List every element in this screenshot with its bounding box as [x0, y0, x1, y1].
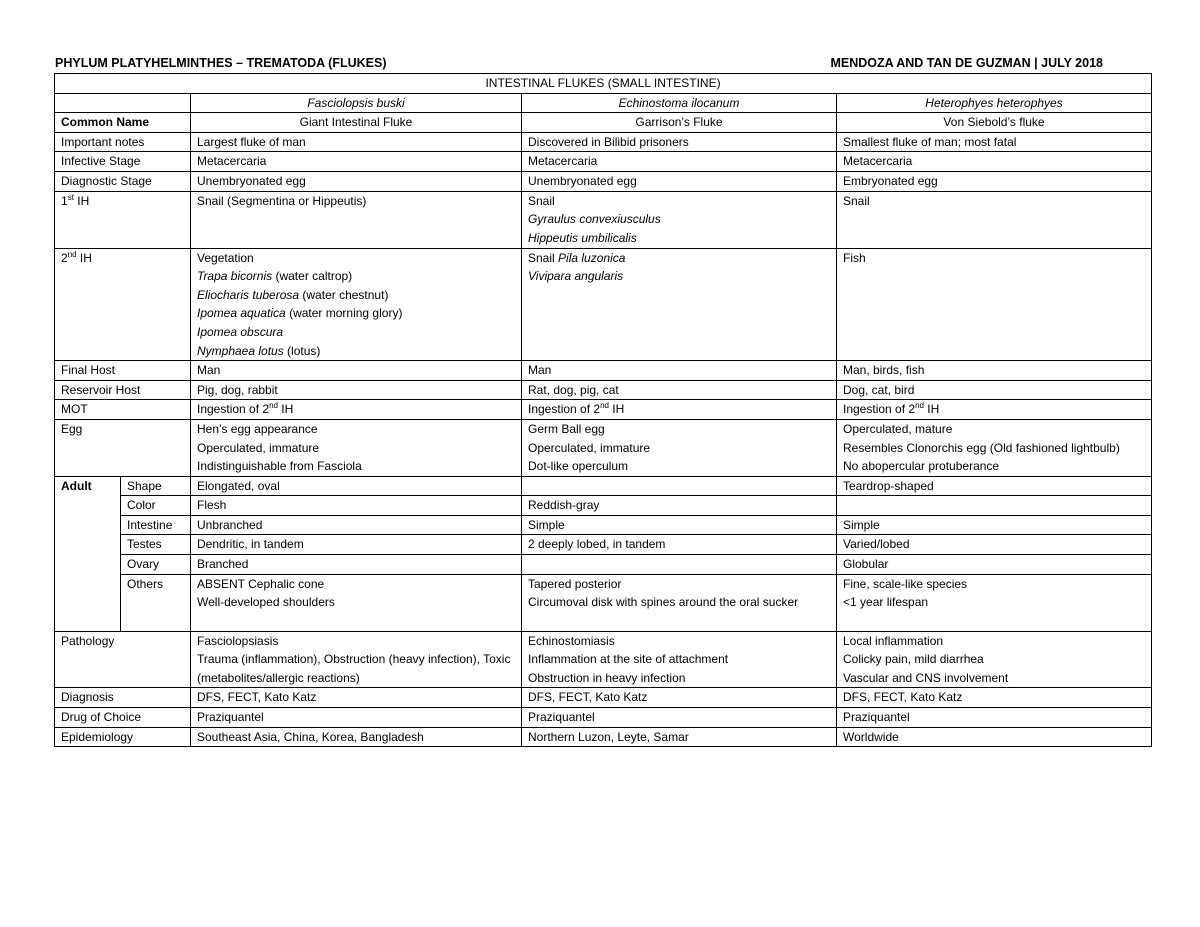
- adult-intestine-row: [55, 515, 1152, 535]
- table-cell: Snail Pila luzonica Vivipara angularis: [522, 248, 837, 361]
- table-cell: Dog, cat, bird: [837, 380, 1152, 400]
- table-cell: Metacercaria: [191, 152, 522, 172]
- table-cell: Praziquantel: [522, 708, 837, 728]
- table-cell: DFS, FECT, Kato Katz: [522, 688, 837, 708]
- table-cell: Praziquantel: [837, 708, 1152, 728]
- table-cell: Dendritic, in tandem: [191, 535, 522, 555]
- table-cell: Globular: [837, 555, 1152, 575]
- table-cell: Snail (Segmentina or Hippeutis): [191, 191, 522, 248]
- row-label: 2nd IH: [55, 248, 191, 361]
- table-cell: Largest fluke of man: [191, 132, 522, 152]
- table-cell: Rat, dog, pig, cat: [522, 380, 837, 400]
- table-cell: Vegetation Trapa bicornis (water caltrop) Eliocharis tuberosa (water chestnut) Ipomea aquatica (water morning glory) Ipomea obscura Nymphaea lotus (lotus): [191, 248, 522, 361]
- table-cell: Metacercaria: [522, 152, 837, 172]
- table-cell: Snail Gyraulus convexiusculus Hippeutis umbilicalis: [522, 191, 837, 248]
- sub-row-label: Shape: [121, 476, 191, 496]
- table-cell: Hen’s egg appearance Operculated, immature Indistinguishable from Fasciola: [191, 419, 522, 476]
- adult-ovary-row: [55, 555, 1152, 575]
- table-cell: Flesh: [191, 496, 522, 516]
- diagnosis-row: [55, 688, 1152, 708]
- sub-row-label: Testes: [121, 535, 191, 555]
- row-label: Drug of Choice: [55, 708, 191, 728]
- table-cell: Fish: [837, 248, 1152, 361]
- table-cell: Elongated, oval: [191, 476, 522, 496]
- important-notes-row: [55, 132, 1152, 152]
- first-ih-row: [55, 191, 1152, 248]
- table-cell: Ingestion of 2nd IH: [191, 400, 522, 420]
- table-cell: Varied/lobed: [837, 535, 1152, 555]
- common-name-row: [55, 113, 1152, 133]
- document-authors-date: MENDOZA AND TAN DE GUZMAN | JULY 2018: [830, 56, 1103, 70]
- table-cell: DFS, FECT, Kato Katz: [837, 688, 1152, 708]
- table-cell: Smallest fluke of man; most fatal: [837, 132, 1152, 152]
- row-label: Important notes: [55, 132, 191, 152]
- adult-others-row: [55, 574, 1152, 631]
- species-echinostoma: Echinostoma ilocanum: [522, 93, 837, 113]
- table-cell: Fine, scale-like species <1 year lifespan: [837, 574, 1152, 631]
- table-cell: Man: [191, 361, 522, 381]
- table-cell: Germ Ball egg Operculated, immature Dot-like operculum: [522, 419, 837, 476]
- adult-shape-row: [55, 476, 1152, 496]
- table-cell: DFS, FECT, Kato Katz: [191, 688, 522, 708]
- pathology-row: [55, 631, 1152, 688]
- adult-color-row: [55, 496, 1152, 516]
- sub-row-label: Intestine: [121, 515, 191, 535]
- row-label: Diagnosis: [55, 688, 191, 708]
- intestinal-flukes-table: [54, 73, 1152, 747]
- table-cell: Discovered in Bilibid prisoners: [522, 132, 837, 152]
- table-cell: Reddish-gray: [522, 496, 837, 516]
- table-cell: Pig, dog, rabbit: [191, 380, 522, 400]
- table-cell: Metacercaria: [837, 152, 1152, 172]
- table-cell: Teardrop-shaped: [837, 476, 1152, 496]
- adult-testes-row: [55, 535, 1152, 555]
- table-cell: Snail: [837, 191, 1152, 248]
- table-cell: Simple: [837, 515, 1152, 535]
- row-label: Egg: [55, 419, 191, 476]
- table-cell: Unembryonated egg: [522, 171, 837, 191]
- sub-row-label: Ovary: [121, 555, 191, 575]
- row-label: Infective Stage: [55, 152, 191, 172]
- egg-row: [55, 419, 1152, 476]
- mot-row: [55, 400, 1152, 420]
- table-cell: Embryonated egg: [837, 171, 1152, 191]
- table-cell: [522, 555, 837, 575]
- second-ih-row: [55, 248, 1152, 361]
- sub-row-label: Color: [121, 496, 191, 516]
- infective-stage-row: [55, 152, 1152, 172]
- table-cell: Garrison’s Fluke: [522, 113, 837, 133]
- table-cell: Ingestion of 2nd IH: [837, 400, 1152, 420]
- table-cell: Unbranched: [191, 515, 522, 535]
- species-fasciolopsis: Fasciolopsis buski: [191, 93, 522, 113]
- sub-row-label: Others: [121, 574, 191, 631]
- row-label: Epidemiology: [55, 727, 191, 747]
- adult-label: Adult: [55, 476, 121, 631]
- row-label: 1st IH: [55, 191, 191, 248]
- table-cell: Giant Intestinal Fluke: [191, 113, 522, 133]
- species-label-cell: [55, 93, 191, 113]
- row-label: Diagnostic Stage: [55, 171, 191, 191]
- species-heterophyes: Heterophyes heterophyes: [837, 93, 1152, 113]
- table-cell: Worldwide: [837, 727, 1152, 747]
- table-cell: Fasciolopsiasis Trauma (inflammation), Obstruction (heavy infection), Toxic (metabolites/allergic reactions): [191, 631, 522, 688]
- table-cell: Echinostomiasis Inflammation at the site of attachment Obstruction in heavy infection: [522, 631, 837, 688]
- species-row: [55, 93, 1152, 113]
- table-cell: Operculated, mature Resembles Clonorchis egg (Old fashioned lightbulb) No abopercular protuberance: [837, 419, 1152, 476]
- table-cell: Branched: [191, 555, 522, 575]
- table-cell: Man: [522, 361, 837, 381]
- table-cell: Local inflammation Colicky pain, mild diarrhea Vascular and CNS involvement: [837, 631, 1152, 688]
- row-label: Reservoir Host: [55, 380, 191, 400]
- table-cell: Northern Luzon, Leyte, Samar: [522, 727, 837, 747]
- table-title-row: [55, 74, 1152, 94]
- row-label: Pathology: [55, 631, 191, 688]
- table-cell: Unembryonated egg: [191, 171, 522, 191]
- document-title: PHYLUM PLATYHELMINTHES – TREMATODA (FLUKES): [55, 56, 387, 70]
- epidemiology-row: [55, 727, 1152, 747]
- table-cell: 2 deeply lobed, in tandem: [522, 535, 837, 555]
- table-cell: Von Siebold’s fluke: [837, 113, 1152, 133]
- drug-of-choice-row: [55, 708, 1152, 728]
- row-label: Final Host: [55, 361, 191, 381]
- row-label: MOT: [55, 400, 191, 420]
- table-cell: ABSENT Cephalic cone Well-developed shoulders: [191, 574, 522, 631]
- table-cell: Southeast Asia, China, Korea, Bangladesh: [191, 727, 522, 747]
- table-cell: Praziquantel: [191, 708, 522, 728]
- table-cell: Tapered posterior Circumoval disk with spines around the oral sucker: [522, 574, 837, 631]
- table-cell: [837, 496, 1152, 516]
- row-label: Common Name: [55, 113, 191, 133]
- table-cell: [522, 476, 837, 496]
- reservoir-host-row: [55, 380, 1152, 400]
- table-cell: Ingestion of 2nd IH: [522, 400, 837, 420]
- table-cell: Simple: [522, 515, 837, 535]
- table-title: INTESTINAL FLUKES (SMALL INTESTINE): [55, 74, 1152, 94]
- table-cell: Man, birds, fish: [837, 361, 1152, 381]
- diagnostic-stage-row: [55, 171, 1152, 191]
- final-host-row: [55, 361, 1152, 381]
